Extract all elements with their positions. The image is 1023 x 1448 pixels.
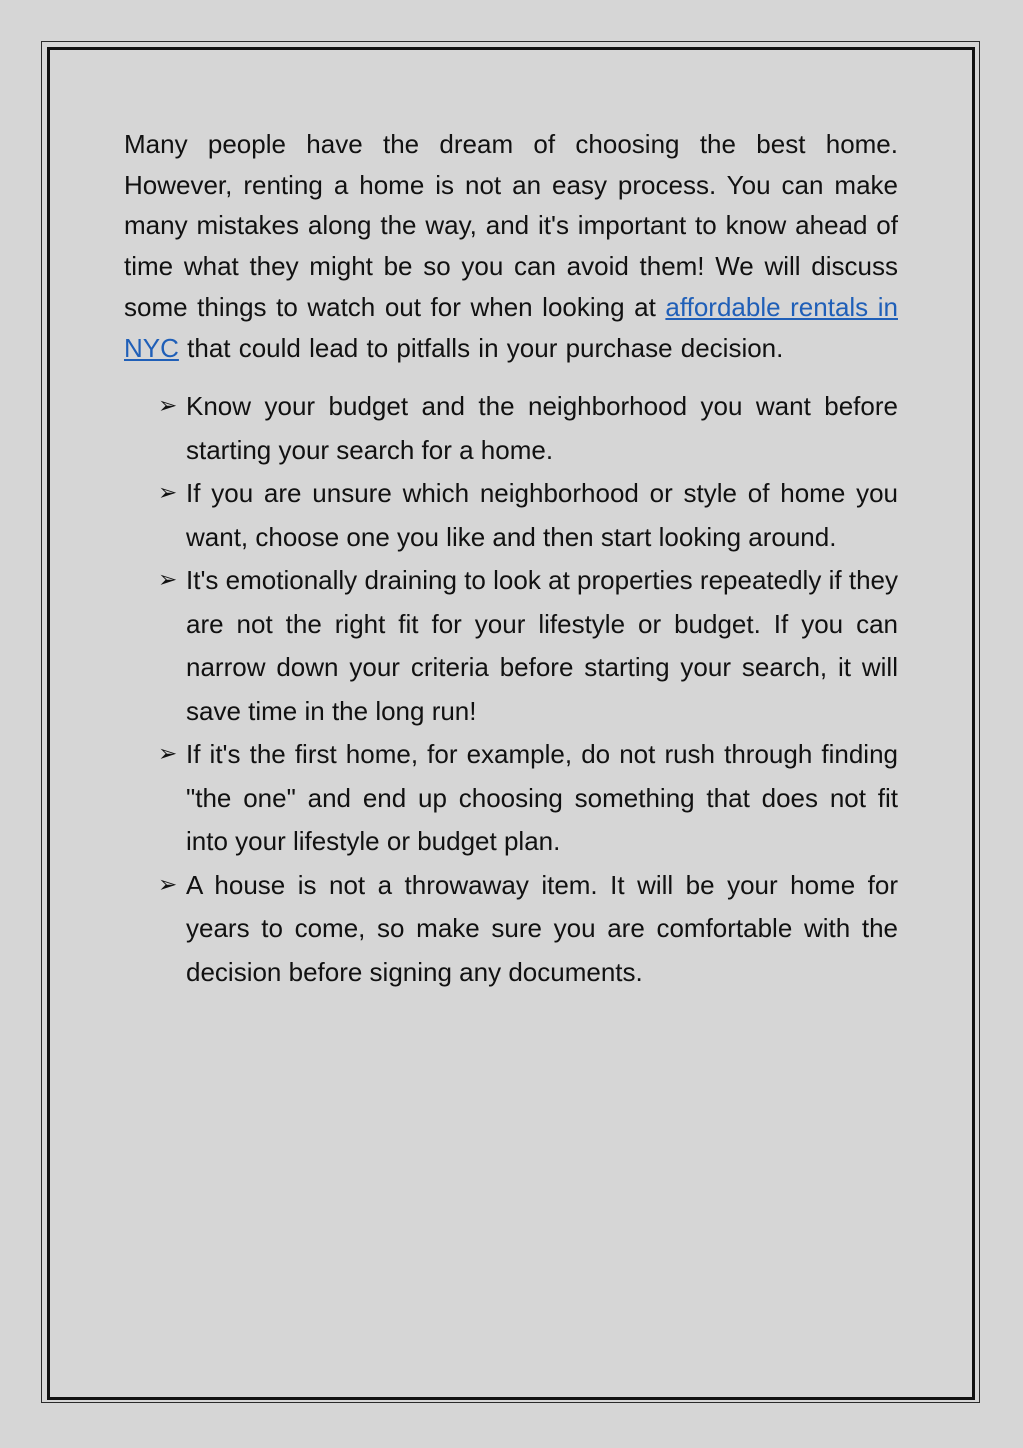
bullet-list xyxy=(124,385,898,994)
list-item-text: If you are unsure which neighborhood or style of home you want, choose one you like and then start looking around. xyxy=(186,478,898,552)
list-item xyxy=(158,472,898,559)
arrow-bullet-icon: ➢ xyxy=(158,393,178,420)
list-item xyxy=(158,733,898,864)
intro-text: Many people have the dream of choosing the best home. However, renting a home is not an easy process. You can make many mistakes along the way, and it's important to know ahead of time what they might be so you can avoid them! We will discuss some things to watch out for when looking at xyxy=(124,129,898,322)
intro-paragraph xyxy=(124,124,898,368)
arrow-bullet-icon: ➢ xyxy=(158,871,178,898)
arrow-bullet-icon: ➢ xyxy=(158,741,178,768)
intro-text-end: that could lead to pitfalls in your purchase decision. xyxy=(178,332,784,363)
arrow-bullet-icon: ➢ xyxy=(158,480,178,507)
arrow-bullet-icon: ➢ xyxy=(158,567,178,594)
list-item-text: It's emotionally draining to look at properties repeatedly if they are not the right fit for your lifestyle or budget. If you can narrow down your criteria before starting your search, it will save time in the long run! xyxy=(186,565,898,726)
list-item xyxy=(158,559,898,733)
list-item-text: If it's the first home, for example, do not rush through finding "the one" and end up choosing something that does not fit into your lifestyle or budget plan. xyxy=(186,739,898,857)
affordable-rentals-link[interactable]: affordable rentals in NYC xyxy=(124,291,898,363)
list-item-text: Know your budget and the neighborhood you want before starting your search for a home. xyxy=(186,391,898,465)
list-item xyxy=(158,385,898,472)
list-item xyxy=(158,864,898,995)
list-item-text: A house is not a throwaway item. It will be your home for years to come, so make sure you are comfortable with the decision before signing any documents. xyxy=(186,869,898,987)
document-body xyxy=(124,124,898,994)
